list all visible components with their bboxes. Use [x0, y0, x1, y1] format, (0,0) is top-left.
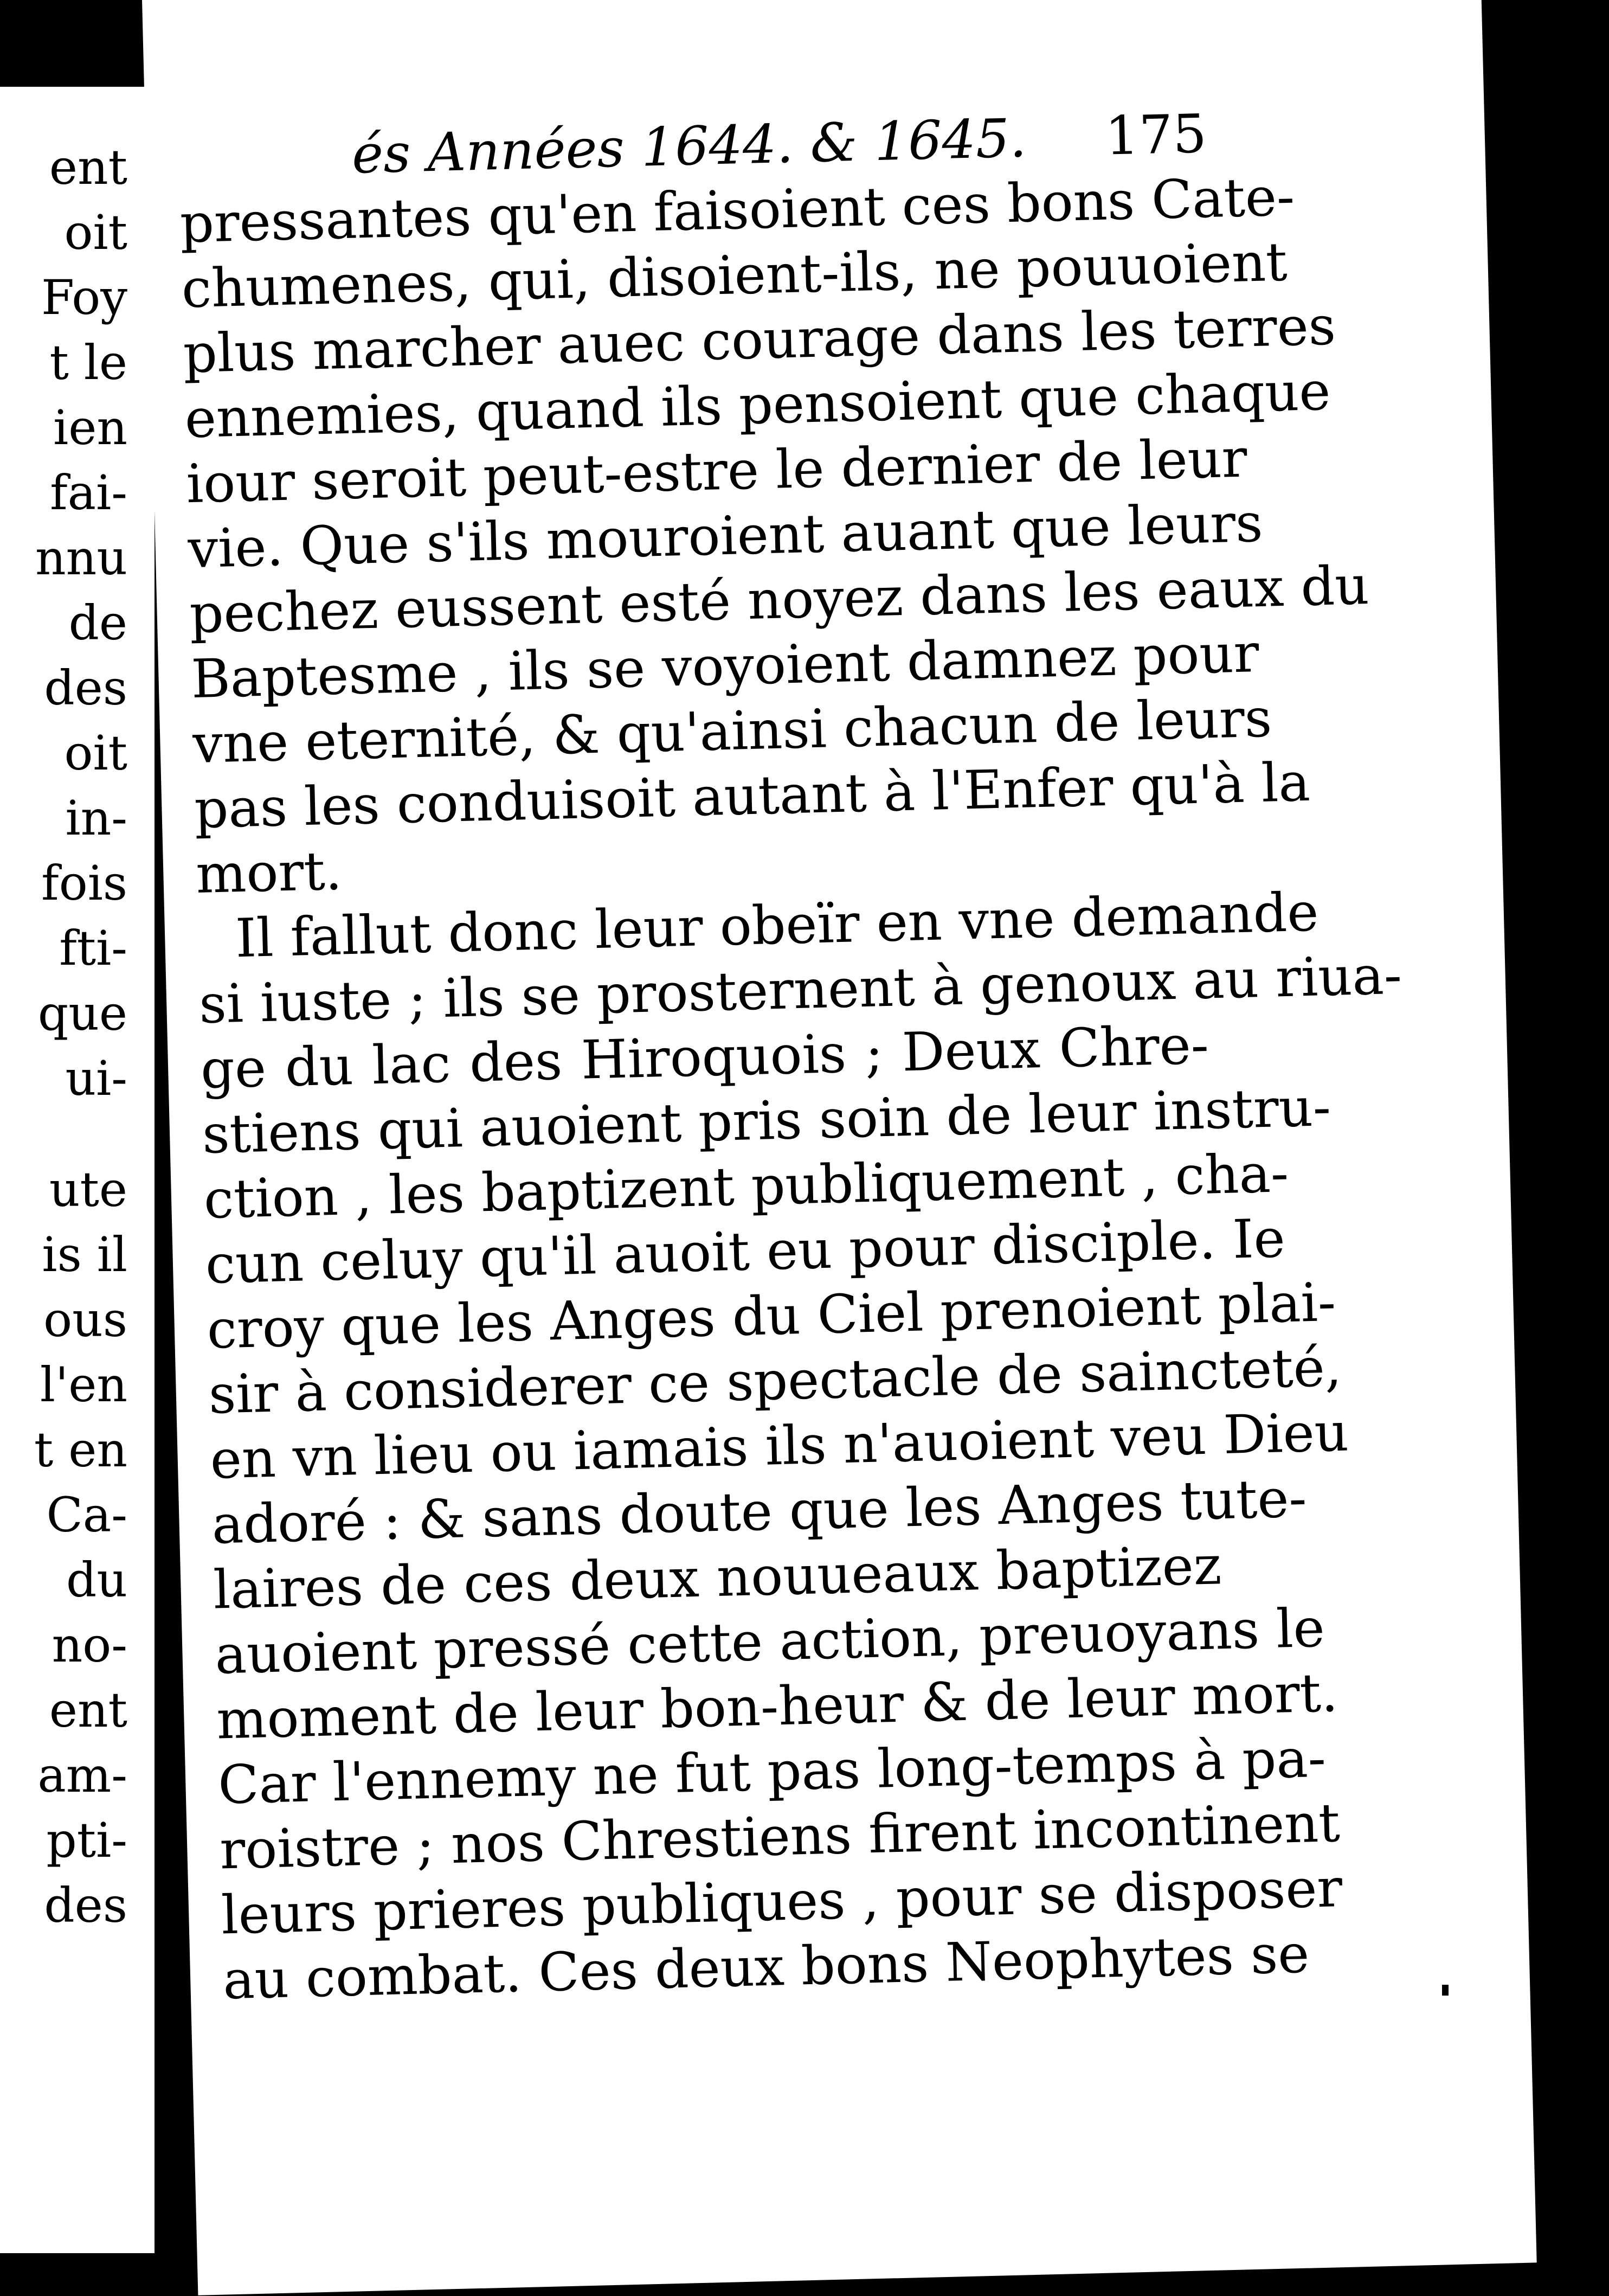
left-page-line-fragment: no-	[52, 1617, 127, 1673]
text-line: auoient pressé cette action, preuoyans le	[214, 1597, 1325, 1686]
text-line: ge du lac des Hiroquois ; Deux Chre-	[199, 1014, 1210, 1101]
text-line: au combat. Ces deux bons Neophytes se	[222, 1923, 1310, 2012]
left-page-line-fragment: am-	[37, 1747, 127, 1803]
text-line: pressantes qu'en faisoient ces bons Cate-	[179, 166, 1296, 255]
left-page-line-fragment: fai-	[50, 465, 127, 521]
left-page-line-fragment: du	[66, 1552, 127, 1608]
left-page-line-fragment: t en	[34, 1422, 127, 1478]
left-page-line-fragment: fois	[41, 855, 127, 911]
text-line: pas les conduisoit autant à l'Enfer qu'à la	[194, 751, 1311, 841]
left-page-line-fragment: Ca-	[46, 1487, 127, 1543]
left-page-line-fragment: fti-	[59, 920, 127, 976]
left-page-line-fragment: ute	[49, 1162, 127, 1217]
left-page-line-fragment: in-	[65, 790, 127, 846]
scan-speck	[1442, 1985, 1449, 1996]
text-line: iour seroit peut-estre le dernier de leur	[185, 427, 1248, 516]
text-line: moment de leur bon-heur & de leur mort.	[216, 1662, 1339, 1752]
left-page-line-fragment: oit	[64, 204, 127, 260]
scan-speck	[1429, 1215, 1441, 1236]
text-line: roistre ; nos Chrestiens firent incontinent	[219, 1792, 1341, 1882]
text-line: cun celuy qu'il auoit eu pour disciple. Ie	[204, 1208, 1286, 1296]
left-page-line-fragment: oit	[64, 725, 127, 781]
text-line: leurs prieres publiques , pour se disposer	[220, 1857, 1343, 1947]
text-line: Car l'ennemy ne fut pas long-temps à pa-	[217, 1727, 1327, 1817]
previous-page-fragment	[0, 87, 155, 2253]
text-line: mort.	[195, 840, 343, 906]
left-page-line-fragment: ous	[43, 1292, 127, 1348]
book-page	[142, 0, 1537, 2295]
left-page-line-fragment: ent	[49, 1682, 127, 1738]
left-page-line-fragment: ent	[49, 139, 127, 195]
text-line: croy que les Anges du Ciel prenoient plai-	[206, 1271, 1337, 1361]
text-line: sir à considerer ce spectacle de saincteté,	[208, 1336, 1343, 1426]
text-line: vne eternité, & qu'ainsi chacun de leurs	[192, 687, 1273, 776]
text-line: si iuste ; ils se prosternent à genoux au riua-	[198, 944, 1403, 1036]
left-page-line-fragment: des	[44, 1877, 127, 1933]
left-page-line-fragment: de	[68, 595, 127, 651]
text-line: Baptesme , ils se voyoient damnez pour	[190, 623, 1260, 711]
text-line: adoré : & sans doute que les Anges tute-	[211, 1467, 1308, 1556]
text-line: Il fallut donc leur obeïr en vne demande	[234, 881, 1320, 970]
text-line: ennemies, quand ils pensoient que chaque	[184, 360, 1331, 451]
left-page-line-fragment: is il	[42, 1227, 127, 1282]
left-page-line-fragment: Foy	[41, 270, 127, 325]
left-page-line-fragment: ui-	[65, 1050, 127, 1106]
text-line: laires de ces deux nouueaux baptizez	[213, 1535, 1222, 1621]
page-number: 175	[1104, 103, 1208, 168]
text-line: vie. Que s'ils mouroient auant que leurs	[187, 492, 1264, 581]
text-line: chumenes, qui, disoient-ils, ne pouuoient	[181, 231, 1288, 320]
running-head: és Années 1644. & 1645.	[351, 107, 1027, 186]
left-page-line-fragment: nnu	[35, 530, 127, 586]
text-line: ction , les baptizent publiquement , cha-	[203, 1142, 1290, 1231]
text-line: stiens qui auoient pris soin de leur instru-	[201, 1076, 1332, 1166]
text-line: pechez eussent esté noyez dans les eaux du	[189, 555, 1370, 646]
text-line: en vn lieu ou iamais ils n'auoient veu Dieu	[209, 1401, 1349, 1491]
text-line: plus marcher auec courage dans les terres	[182, 295, 1337, 386]
left-page-line-fragment: t le	[49, 335, 127, 390]
left-page-line-fragment: que	[37, 985, 127, 1041]
left-page-line-fragment: des	[44, 660, 127, 716]
page-body-text	[179, 166, 1403, 2013]
left-page-line-fragment: ien	[53, 400, 127, 456]
left-page-line-fragment: l'en	[40, 1357, 127, 1413]
left-page-line-fragment: pti-	[46, 1812, 127, 1868]
